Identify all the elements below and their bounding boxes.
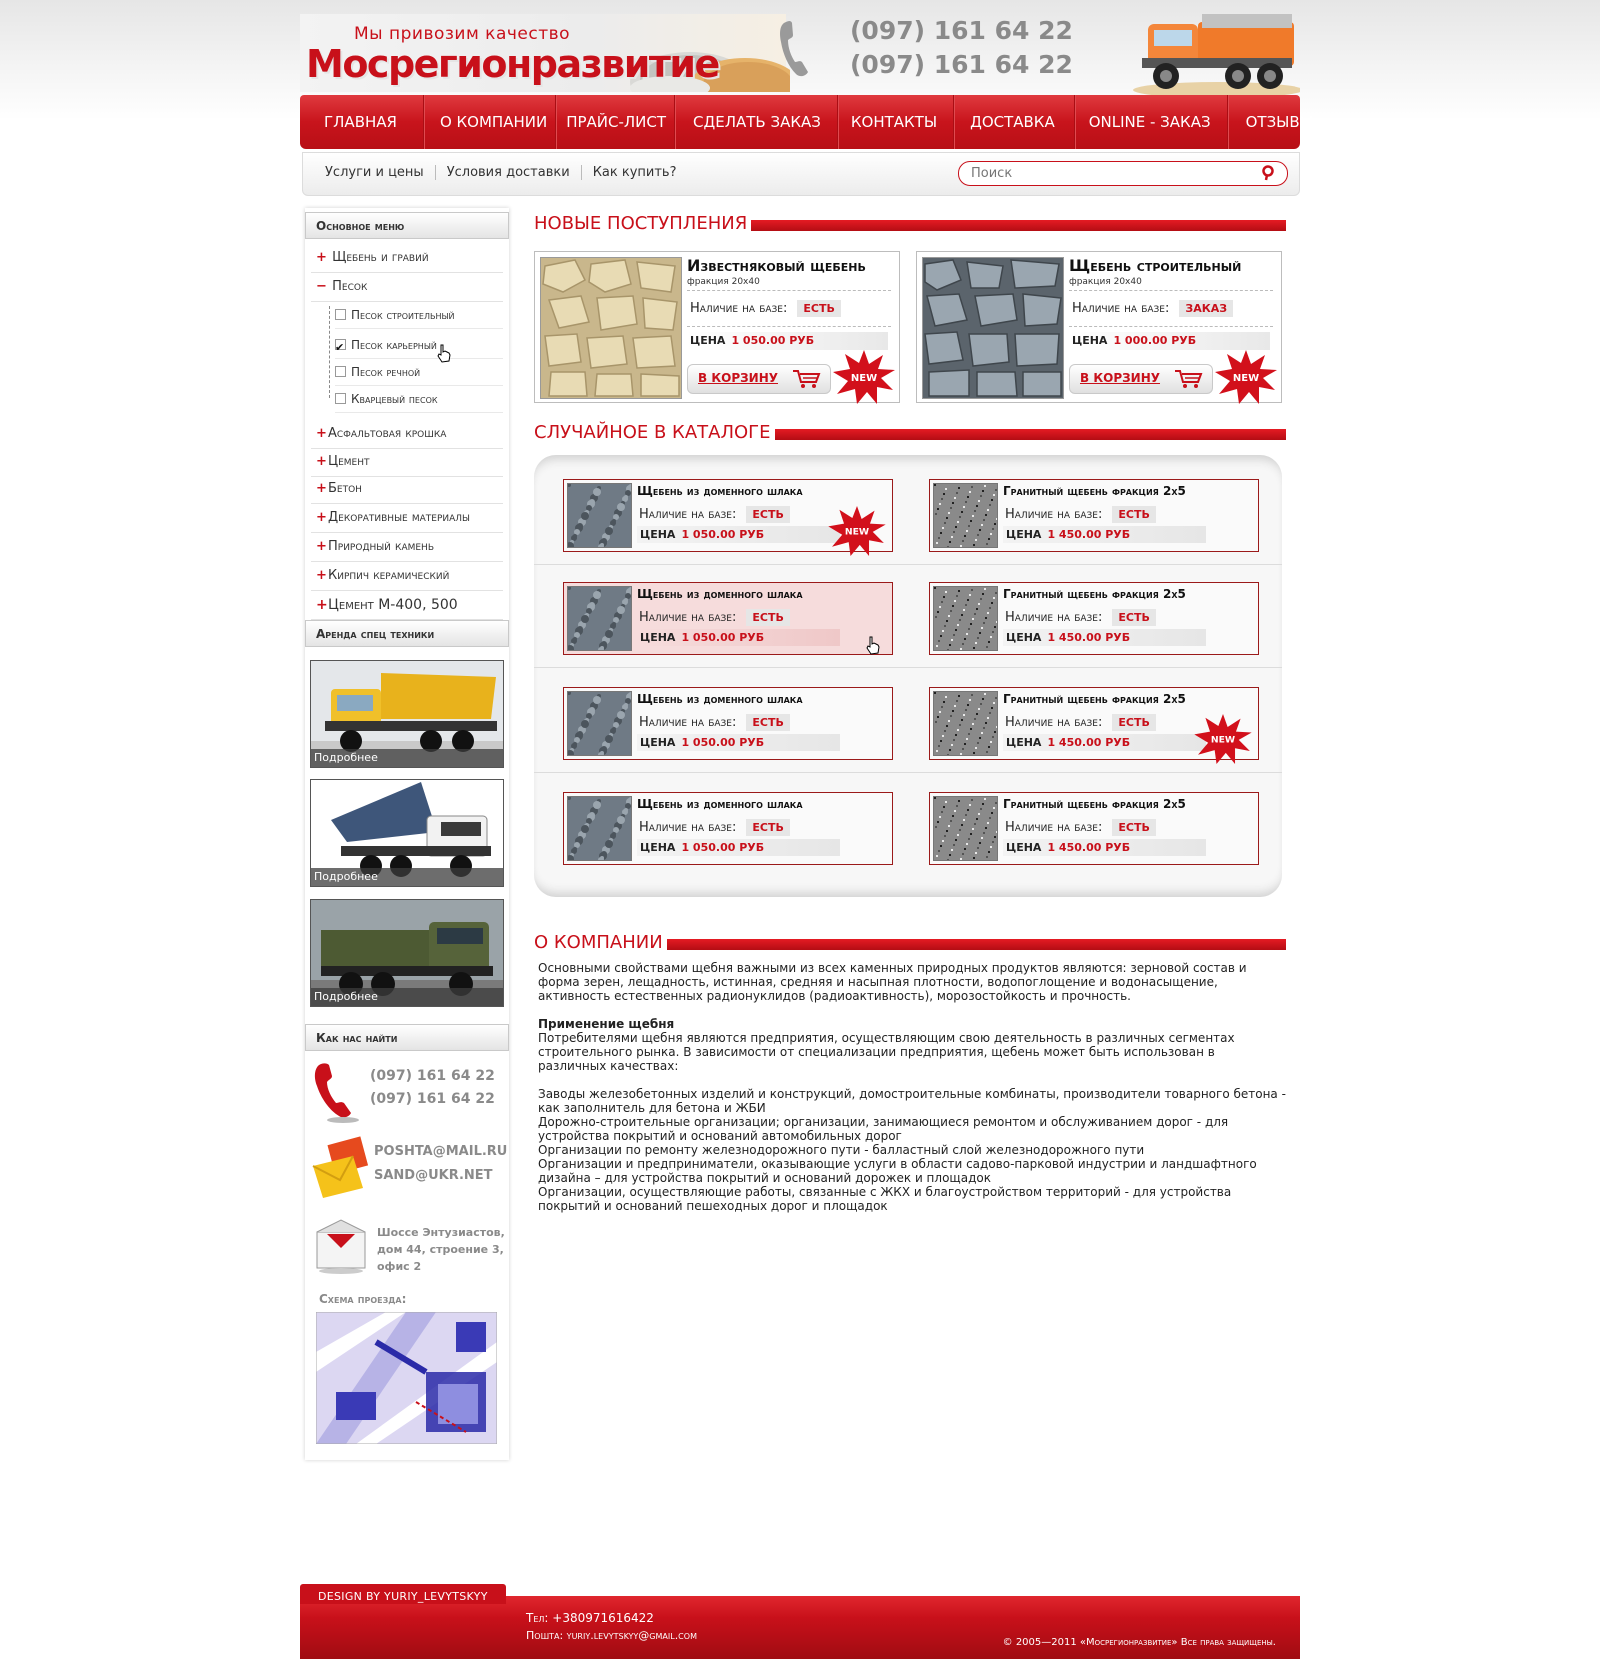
sidebar-item-cement-m400[interactable] (311, 591, 503, 620)
product-price (1003, 734, 1206, 751)
spacer (538, 1073, 1286, 1087)
product-fraction: фракция 20х40 (1069, 277, 1142, 287)
sidebar-item-cement[interactable] (311, 448, 503, 477)
sidebar-item-sand[interactable] (311, 273, 503, 302)
about-list-item: Заводы железобетонных изделий и конструкций, домостроительные комбинаты, производители товарного бетона - как заполнитель для бетона и ЖБИ (538, 1087, 1286, 1115)
status-badge: ЕСТЬ (746, 609, 789, 626)
collapse-minus-icon: − (316, 279, 327, 294)
status-badge: ЕСТЬ (746, 819, 789, 836)
page-wrapper (300, 0, 1313, 1659)
expand-plus-icon: + (316, 250, 327, 265)
sidebar-item-label: Декоративные материалы (328, 510, 470, 525)
product-name[interactable]: Гранитный щебень фракция 2х5 (1003, 797, 1186, 811)
row-separator (534, 667, 1282, 668)
address-envelope-icon (313, 1218, 369, 1274)
header-phone-1[interactable]: (097) 161 64 22 (850, 16, 1073, 45)
row-separator (534, 772, 1282, 773)
sidebar-item-label: Цемент М-400, 500 (328, 597, 458, 613)
product-availability (690, 300, 841, 317)
new-badge-text: NEW (1232, 373, 1260, 384)
nav-item-about[interactable]: О КОМПАНИИ (424, 95, 556, 149)
status-badge: ЕСТЬ (1112, 819, 1155, 836)
availability-label: Наличие на базе: (690, 301, 788, 316)
header-phone-2[interactable]: (097) 161 64 22 (850, 50, 1073, 79)
footer (300, 1584, 1300, 1659)
product-price (637, 629, 840, 646)
address-line: офис 2 (377, 1260, 422, 1273)
product-card-granite-stone[interactable] (929, 687, 1259, 760)
footer-band (300, 1596, 1300, 1659)
sidebar-item-label: Цемент (328, 454, 370, 469)
sub-nav-links (325, 165, 688, 180)
about-list-item: Организации по ремонту железнодорожного пути - балластный слой железнодорожного пути (538, 1143, 1145, 1157)
sidebar-item-asphalt-crumb[interactable] (311, 420, 503, 449)
add-to-cart-button[interactable] (687, 364, 831, 394)
dashed-divider (1069, 326, 1273, 327)
product-thumbnail (933, 586, 998, 651)
add-to-cart-button[interactable] (1069, 364, 1213, 394)
price-value: 1 050.00 РУБ (681, 631, 765, 644)
product-name[interactable]: Щебень строительный (1069, 256, 1242, 275)
price-value: 1 450.00 РУБ (1047, 736, 1131, 749)
product-price (1003, 839, 1206, 856)
limestone-gravel-image (541, 258, 681, 398)
address-line: дом 44, строение 3, (377, 1243, 504, 1256)
checkbox-checked[interactable] (335, 339, 346, 350)
shopping-cart-icon (792, 369, 822, 389)
new-badge-icon (833, 350, 895, 404)
product-availability (1005, 714, 1156, 731)
availability-label: Наличие на базе: (639, 610, 737, 625)
new-arrivals-header (534, 215, 1286, 235)
product-name[interactable]: Щебень из доменного шлака (637, 692, 803, 706)
nav-item-reviews[interactable]: ОТЗЫВЫ (1245, 113, 1313, 131)
expand-plus-icon: + (316, 568, 327, 583)
nav-item-online-order[interactable]: ONLINE - ЗАКАЗ (1075, 95, 1228, 149)
product-card-limestone[interactable] (534, 251, 900, 403)
price-label: ЦЕНА (1006, 631, 1042, 644)
shopping-cart-icon (1174, 369, 1204, 389)
status-badge: ЕСТЬ (1112, 714, 1155, 731)
checkbox[interactable] (335, 366, 346, 377)
product-availability (639, 506, 790, 523)
price-label: ЦЕНА (640, 631, 676, 644)
expand-plus-icon: + (316, 597, 328, 613)
sub-link-how-to-buy[interactable]: Как купить? (592, 165, 677, 180)
sidebar-item-label: Асфальтовая крошка (328, 426, 447, 441)
sidebar-address (377, 1224, 505, 1275)
price-label: ЦЕНА (640, 841, 676, 854)
new-badge-icon (1194, 714, 1252, 764)
product-price (1003, 526, 1206, 543)
route-map[interactable] (316, 1312, 497, 1444)
sidebar-find-us-title: Как нас найти (305, 1024, 509, 1051)
rent-card-blue-truck[interactable] (310, 779, 504, 887)
product-availability (1072, 300, 1233, 317)
sub-link-delivery-terms[interactable]: Условия доставки (436, 165, 582, 180)
row-separator (534, 564, 1282, 565)
product-card-slag-stone[interactable] (563, 687, 893, 760)
dump-truck-image (1128, 4, 1300, 96)
subitem-label: Песок карьерный (351, 338, 437, 352)
price-label: ЦЕНА (690, 334, 726, 347)
phone-handset-icon (778, 18, 814, 78)
status-badge: ЕСТЬ (797, 300, 840, 317)
main-nav (300, 95, 1313, 149)
rent-more-link[interactable]: Подробнее (311, 988, 503, 1006)
product-thumbnail (567, 796, 632, 861)
sidebar-map-title: Схема проезда: (319, 1292, 407, 1306)
product-name[interactable]: Гранитный щебень фракция 2х5 (1003, 484, 1186, 498)
expand-plus-icon: + (316, 426, 327, 441)
product-name[interactable]: Щебень из доменного шлака (637, 484, 803, 498)
footer-email[interactable]: Пошта: yuriy.levytskyy@gmail.com (526, 1629, 697, 1642)
price-value: 1 450.00 РУБ (1047, 528, 1131, 541)
sidebar-subitem-quartz-sand[interactable] (335, 386, 503, 413)
product-name[interactable]: Гранитный щебень фракция 2х5 (1003, 587, 1186, 601)
price-label: ЦЕНА (640, 736, 676, 749)
product-card-granite-stone[interactable] (929, 582, 1259, 655)
search-box (958, 161, 1288, 186)
footer-notch (506, 1584, 1286, 1596)
expand-plus-icon: + (316, 481, 327, 496)
product-thumbnail (567, 483, 632, 548)
checkbox[interactable] (335, 393, 346, 404)
logo-company-name: Мосрегионразвитие (306, 42, 719, 86)
construction-stone-image (922, 257, 1064, 399)
footer-design-credit: DESIGN BY YURIY_LEVYTSKYY (318, 1590, 488, 1603)
sidebar-item-label: Бетон (328, 481, 362, 496)
sidebar-item-label: Щебень и гравий (332, 250, 429, 265)
sidebar-item-concrete[interactable] (311, 475, 503, 504)
sidebar-item-decorative[interactable] (311, 504, 503, 533)
grey-gravel-image (923, 258, 1063, 398)
sidebar-item-label: Кирпич керамический (328, 568, 450, 583)
product-card-granite-stone[interactable] (929, 792, 1259, 865)
rent-more-link[interactable]: Подробнее (311, 868, 503, 886)
availability-label: Наличие на базе: (1072, 301, 1170, 316)
sidebar-subitem-quarry-sand[interactable] (335, 332, 503, 359)
product-price (687, 332, 888, 350)
status-badge: ЗАКАЗ (1179, 300, 1233, 317)
product-price (1069, 332, 1270, 350)
dashed-divider (687, 290, 891, 291)
sidebar-phone-2[interactable]: (097) 161 64 22 (370, 1091, 495, 1107)
about-list-item: Организации и предприниматели, оказывающие услуги в области садово-парковой индустрии и ландшафтного дизайна – для устройства покрытий и оснований дорожек и площадок (538, 1157, 1257, 1185)
about-text (538, 961, 1286, 1213)
product-name[interactable]: Щебень из доменного шлака (637, 797, 803, 811)
price-label: ЦЕНА (1006, 528, 1042, 541)
availability-label: Наличие на базе: (1005, 715, 1103, 730)
tree-connector-line (329, 306, 331, 398)
price-value: 1 000.00 РУБ (1113, 334, 1197, 347)
about-header (534, 934, 1286, 954)
status-badge: ЕСТЬ (746, 714, 789, 731)
product-card-slag-stone[interactable] (563, 479, 893, 552)
random-catalog-header (534, 424, 1286, 444)
status-badge: ЕСТЬ (746, 506, 789, 523)
add-to-cart-label: В КОРЗИНУ (698, 371, 778, 385)
price-value: 1 050.00 РУБ (681, 528, 765, 541)
sidebar-item-crushed-stone[interactable] (311, 244, 503, 273)
product-card-granite-stone[interactable] (929, 479, 1259, 552)
expand-plus-icon: + (316, 454, 327, 469)
product-name[interactable]: Известняковый щебень (687, 256, 866, 275)
checkbox[interactable] (335, 309, 346, 320)
dashed-divider (1069, 290, 1273, 291)
random-catalog-title: СЛУЧАЙНОЕ В КАТАЛОГЕ (534, 422, 775, 443)
product-card-slag-stone[interactable] (563, 582, 893, 655)
nav-item-home[interactable]: ГЛАВНАЯ (300, 95, 424, 149)
subitem-label: Песок речной (351, 365, 421, 379)
dashed-divider (687, 326, 891, 327)
new-badge-icon (828, 506, 886, 556)
hand-cursor-icon (436, 344, 452, 364)
product-card-slag-stone[interactable] (563, 792, 893, 865)
status-badge: ЕСТЬ (1112, 609, 1155, 626)
sidebar-subitem-river-sand[interactable] (335, 359, 503, 386)
footer-phone: Тел: +380971616422 (526, 1611, 654, 1625)
rent-card-green-truck[interactable] (310, 899, 504, 1007)
logo-tagline: Мы привозим качество (354, 24, 571, 44)
search-input[interactable] (969, 162, 1253, 185)
status-badge: ЕСТЬ (1112, 506, 1155, 523)
new-arrivals-title: НОВЫЕ ПОСТУПЛЕНИЯ (534, 213, 751, 234)
product-price (637, 839, 840, 856)
subitem-label: Кварцевый песок (351, 392, 438, 406)
availability-label: Наличие на базе: (639, 820, 737, 835)
rent-card-yellow-truck[interactable] (310, 660, 504, 768)
price-label: ЦЕНА (1006, 736, 1042, 749)
sidebar-email-2[interactable]: SAND@UKR.NET (374, 1168, 493, 1183)
logo[interactable] (300, 14, 786, 92)
price-value: 1 450.00 РУБ (1047, 841, 1131, 854)
new-badge-icon (1215, 350, 1277, 404)
nav-item-order[interactable]: СДЕЛАТЬ ЗАКАЗ (675, 95, 838, 149)
sidebar-main-menu-title: Основное меню (305, 212, 509, 239)
availability-label: Наличие на базе: (639, 507, 737, 522)
nav-item-pricelist[interactable]: ПРАЙС-ЛИСТ (556, 95, 675, 149)
sub-link-services[interactable]: Услуги и цены (325, 165, 436, 180)
about-list-item: Дорожно-строительные организации; организации, занимающиеся ремонтом и обслуживанием дорог - для устройства покрытий и оснований автомобильных дорог (538, 1115, 1229, 1143)
red-phone-icon (313, 1062, 361, 1124)
product-price (637, 734, 840, 751)
nav-item-delivery[interactable]: ДОСТАВКА (954, 95, 1075, 149)
about-paragraph: Потребителями щебня являются предприятия, осуществляющим свою деятельность в различных сегментах строительного рынка. В зависимости от специализации предприятия, щебень может быть использован в различных качествах: (538, 1031, 1235, 1073)
product-name[interactable]: Щебень из доменного шлака (637, 587, 803, 601)
sidebar-item-label: Природный камень (328, 539, 434, 554)
product-fraction: фракция 20х40 (687, 277, 760, 287)
product-thumbnail (933, 483, 998, 548)
sidebar-subitem-construction-sand[interactable] (335, 302, 503, 329)
nav-item-contacts[interactable]: КОНТАКТЫ (838, 95, 954, 149)
availability-label: Наличие на базе: (639, 715, 737, 730)
about-list-item: Организации, осуществляющие работы, связанные с ЖКХ и благоустройством территорий - для устройства покрытий и оснований пешеходных дорог и площадок (538, 1185, 1232, 1213)
add-to-cart-label: В КОРЗИНУ (1080, 371, 1160, 385)
rent-more-link[interactable]: Подробнее (311, 749, 503, 767)
product-price (1003, 629, 1206, 646)
price-value: 1 450.00 РУБ (1047, 631, 1131, 644)
sidebar-phone-1[interactable]: (097) 161 64 22 (370, 1068, 495, 1084)
price-label: ЦЕНА (640, 528, 676, 541)
product-price (637, 526, 840, 543)
limestone-image (540, 257, 682, 399)
product-card-construction-stone[interactable] (916, 251, 1282, 403)
price-label: ЦЕНА (1072, 334, 1108, 347)
price-value: 1 050.00 РУБ (681, 736, 765, 749)
footer-copyright: © 2005—2011 «Мосрегионразвитие» Все права защищены. (1002, 1637, 1276, 1648)
sidebar (305, 208, 509, 1460)
subitem-label: Песок строительный (351, 308, 455, 322)
product-availability (1005, 819, 1156, 836)
new-badge-text: NEW (844, 526, 870, 538)
spacer (538, 1003, 1286, 1017)
address-line: Шоссе Энтузиастов, (377, 1226, 505, 1239)
product-thumbnail (933, 691, 998, 756)
sidebar-rent-title: Аренда спец техники (305, 620, 509, 647)
availability-label: Наличие на базе: (1005, 507, 1103, 522)
availability-label: Наличие на базе: (1005, 610, 1103, 625)
product-availability (1005, 506, 1156, 523)
new-badge-text: NEW (850, 373, 878, 384)
email-envelopes-icon (309, 1136, 369, 1200)
product-thumbnail (567, 586, 632, 651)
about-subheading: Применение щебня (538, 1017, 675, 1031)
availability-label: Наличие на базе: (1005, 820, 1103, 835)
about-paragraph: Основными свойствами щебня важными из всех каменных природных продуктов являются: зерновой состав и форма зерен, лещадность, истинная, средняя и насыпная плотности, водопоглощение и водонасыщение, активность естественных радионуклидов (радиоактивность), морозостойкость и прочность. (538, 961, 1247, 1003)
price-value: 1 050.00 РУБ (681, 841, 765, 854)
sidebar-item-label: Песок (332, 279, 368, 294)
product-availability (639, 609, 790, 626)
search-icon[interactable] (1261, 165, 1277, 181)
product-availability (639, 714, 790, 731)
hand-cursor-icon (865, 636, 881, 656)
sidebar-email-1[interactable]: POSHTA@MAIL.RU (374, 1144, 508, 1159)
product-thumbnail (933, 796, 998, 861)
expand-plus-icon: + (316, 539, 327, 554)
product-availability (639, 819, 790, 836)
product-name[interactable]: Гранитный щебень фракция 2х5 (1003, 692, 1186, 706)
price-label: ЦЕНА (1006, 841, 1042, 854)
price-value: 1 050.00 РУБ (731, 334, 815, 347)
sidebar-item-natural-stone[interactable] (311, 533, 503, 562)
sub-nav (302, 152, 1300, 196)
about-title: О КОМПАНИИ (534, 932, 667, 953)
sidebar-item-brick[interactable] (311, 562, 503, 591)
new-badge-text: NEW (1210, 734, 1236, 746)
expand-plus-icon: + (316, 510, 327, 525)
product-availability (1005, 609, 1156, 626)
product-thumbnail (567, 691, 632, 756)
